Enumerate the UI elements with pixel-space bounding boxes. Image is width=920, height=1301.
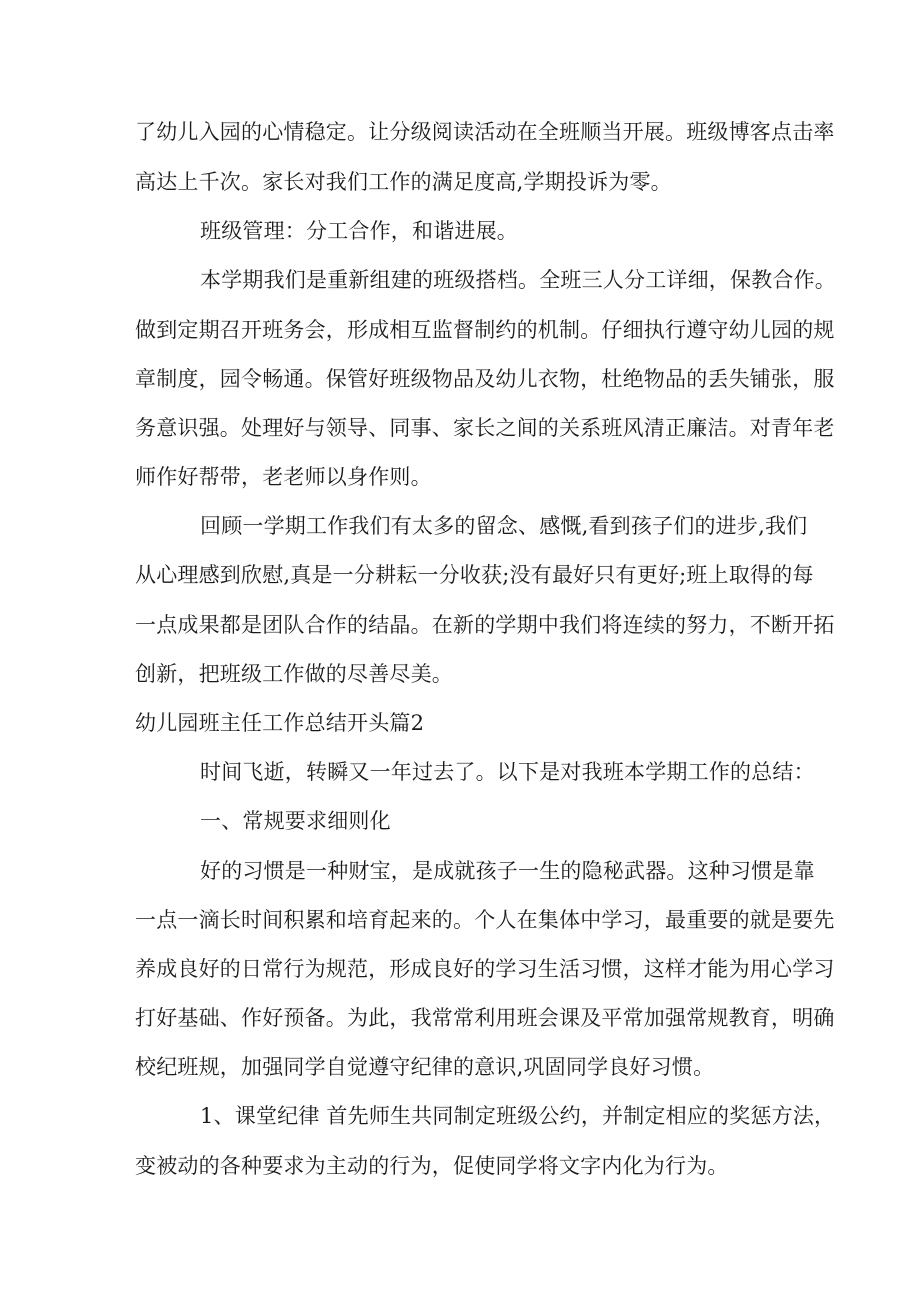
text-line: 养成良好的日常行为规范，形成良好的学习生活习惯，这样才能为用心学习 (135, 957, 835, 981)
text-line: 师作好帮带，老老师以身作则。 (135, 465, 432, 489)
text-line: 做到定期召开班务会，形成相互监督制约的机制。仔细执行遵守幼儿园的规 (135, 318, 835, 342)
text-line: 一点成果都是团队合作的结晶。在新的学期中我们将连续的努力，不断开拓 (135, 613, 835, 637)
text-line: 回顾一学期工作我们有太多的留念、感慨,看到孩子们的进步,我们 (200, 514, 808, 538)
text-line: 1、课堂纪律 首先师生共同制定班级公约，并制定相应的奖惩方法， (200, 1104, 836, 1128)
text-line: 高达上千次。家长对我们工作的满足度高,学期投诉为零。 (135, 170, 672, 194)
subheading: 一、常规要求细则化 (200, 809, 391, 833)
text-line: 变被动的各种要求为主动的行为，促使同学将文字内化为行为。 (135, 1154, 729, 1178)
text-line: 时间飞逝，转瞬又一年过去了。以下是对我班本学期工作的总结： (200, 760, 815, 784)
text-line: 章制度，园令畅通。保管好班级物品及幼儿衣物，杜绝物品的丢失铺张，服 (135, 367, 835, 391)
text-line: 一点一滴长时间积累和培育起来的。个人在集体中学习，最重要的就是要先 (135, 908, 835, 932)
text-line: 校纪班规，加强同学自觉遵守纪律的意识,巩固同学良好习惯。 (135, 1055, 715, 1079)
text-line: 创新，把班级工作做的尽善尽美。 (135, 662, 453, 686)
text-line: 好的习惯是一种财宝，是成就孩子一生的隐秘武器。这种习惯是靠 (200, 859, 815, 883)
text-line: 打好基础、作好预备。为此，我常常利用班会课及平常加强常规教育，明确 (135, 1006, 835, 1030)
section-heading: 幼儿园班主任工作总结开头篇2 (135, 711, 425, 735)
text-line: 本学期我们是重新组建的班级搭档。全班三人分工详细，保教合作。 (200, 268, 836, 292)
text-line: 从心理感到欣慰,真是一分耕耘一分收获;没有最好只有更好;班上取得的每 (135, 563, 814, 587)
text-line: 班级管理：分工合作，和谐进展。 (200, 219, 518, 243)
text-line: 务意识强。处理好与领导、同事、家长之间的关系班风清正廉洁。对青年老 (135, 416, 835, 440)
text-line: 了幼儿入园的心情稳定。让分级阅读活动在全班顺当开展。班级博客点击率 (135, 120, 835, 144)
